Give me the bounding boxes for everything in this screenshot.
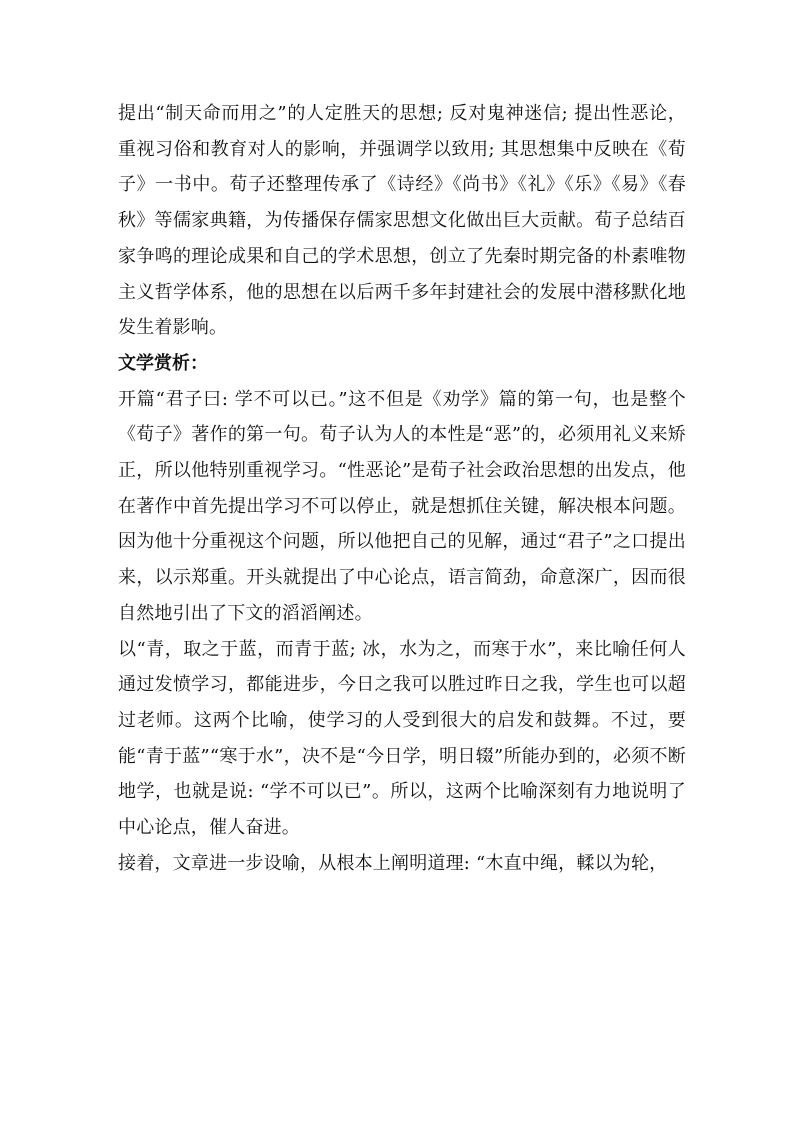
- body-paragraph-3: 接着，文章进一步设喻，从根本上阐明道理: “木直中绳，輮以为轮，: [118, 852, 668, 874]
- document-page: [118, 96, 686, 881]
- intro-paragraph: 提出“制天命而用之”的人定胜天的思想; 反对鬼神迷信; 提出性恶论，重视习俗和教育对人的影响，并强调学以致用; 其思想集中反映在《荀子》一书中。荀子还整理传承了《诗经》《尚书》《礼》《乐》《易》《春秋》等儒家典籍，为传播保存儒家思想文化做出巨大贡献。荀子总结百家争鸣的理论成果和自己的学术思想，创立了先秦时期完备的朴素唯物主义哲学体系，他的思想在以后两千多年封建社会的发展中潜移默化地发生着影响。: [118, 103, 686, 339]
- body-paragraph-2: 以“青，取之于蓝，而青于蓝; 冰，水为之，而寒于水”，来比喻任何人通过发愤学习，都能进步，今日之我可以胜过昨日之我，学生也可以超过老师。这两个比喻，使学习的人受到很大的启发和鼓舞。不过，要能“青于蓝”“寒于水”，决不是“今日学，明日辍”所能办到的，必须不断地学，也就是说: “学不可以已”。所以，这两个比喻深刻有力地说明了中心论点，催人奋进。: [118, 638, 686, 839]
- body-paragraph-1: 开篇“君子曰: 学不可以已。”这不但是《劝学》篇的第一句，也是整个《荀子》著作的第一句。荀子认为人的本性是“恶”的，必须用礼义来矫正，所以他特别重视学习。“性恶论”是荀子社会政治思想的出发点，他在著作中首先提出学习不可以停止，就是想抓住关键，解决根本问题。因为他十分重视这个问题，所以他把自己的见解，通过“君子”之口提出来，以示郑重。开头就提出了中心论点，语言简劲，命意深广，因而很自然地引出了下文的滔滔阐述。: [118, 388, 686, 624]
- section-heading-literary-appreciation: 文学赏析：: [118, 352, 208, 374]
